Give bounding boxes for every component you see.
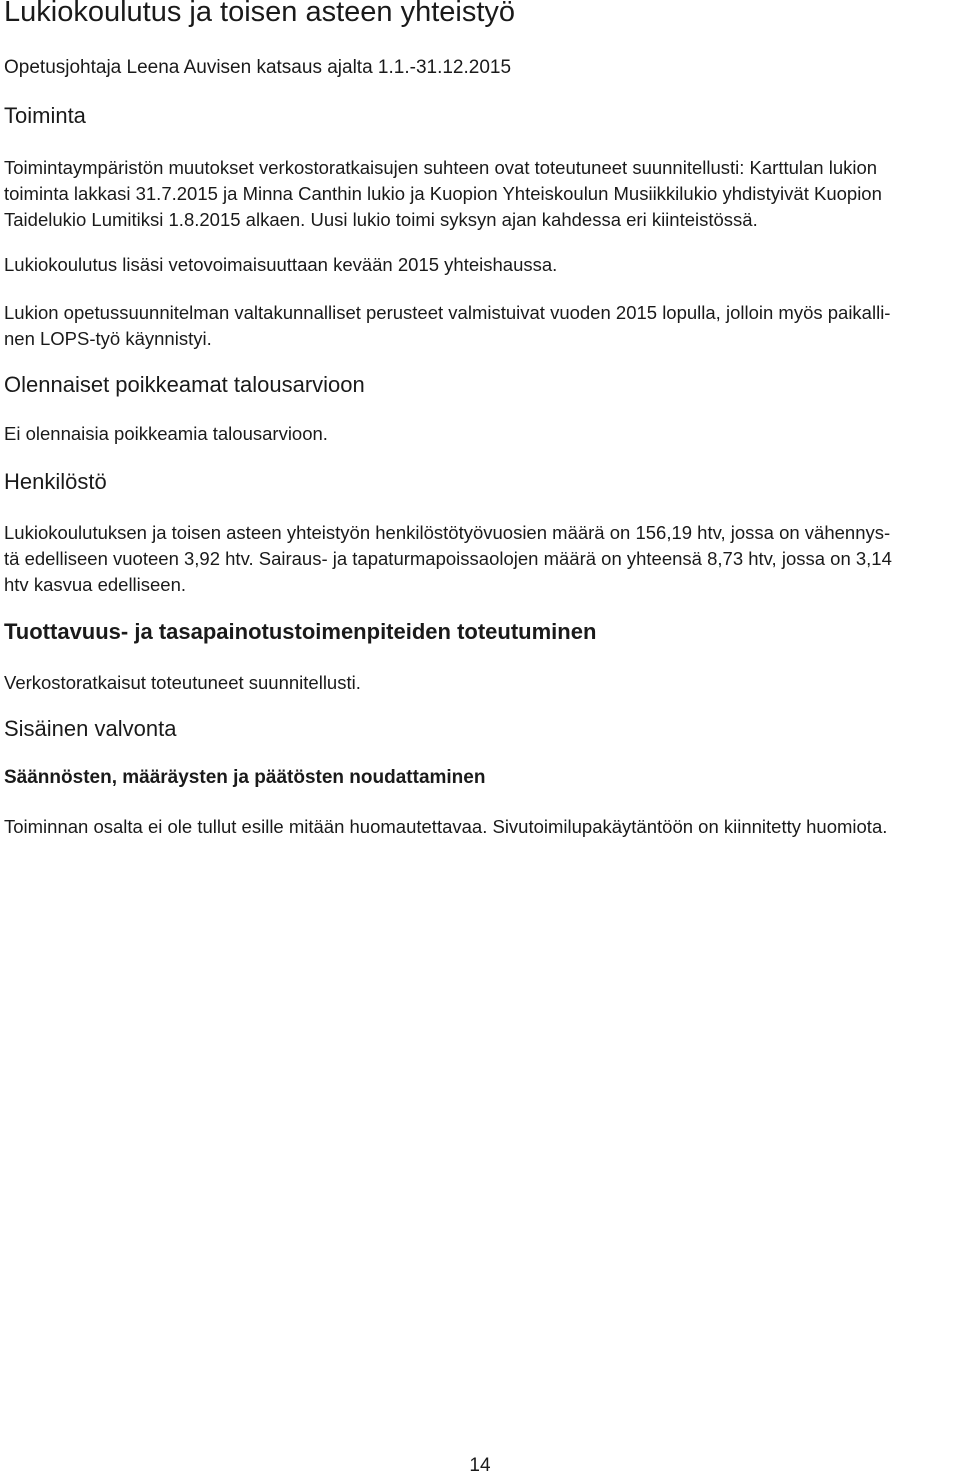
text-line: nen LOPS-työ käynnistyi.: [4, 328, 212, 349]
poikkeamat-paragraph: Ei olennaisia poikkeamia talousarvioon.: [4, 423, 328, 444]
document-title: Lukiokoulutus ja toisen asteen yhteistyö: [4, 0, 516, 28]
page-number: 14: [469, 1455, 491, 1476]
section-heading-toiminta: Toiminta: [4, 103, 86, 128]
section-heading-henkilosto: Henkilöstö: [4, 469, 107, 494]
toiminta-paragraph-2: Lukiokoulutus lisäsi vetovoimaisuuttaan kevään 2015 yhteishaussa.: [4, 254, 558, 275]
section-heading-valvonta: Sisäinen valvonta: [4, 716, 177, 741]
henkilosto-paragraph: [4, 520, 956, 598]
document-subtitle: Opetusjohtaja Leena Auvisen katsaus ajalta 1.1.-31.12.2015: [4, 57, 512, 78]
valvonta-paragraph: Toiminnan osalta ei ole tullut esille mitään huomautettavaa. Sivutoimilupakäytäntöön on kiinnitetty huomiota.: [4, 816, 888, 837]
section-heading-tuottavuus: Tuottavuus- ja tasapainotustoimenpiteiden toteutuminen: [4, 619, 597, 644]
toiminta-paragraph-3: [4, 300, 956, 352]
text-line: Lukiokoulutuksen ja toisen asteen yhteistyön henkilöstötyövuosien määrä on 156,19 htv, jossa on vähennys-: [4, 522, 891, 543]
text-line: Lukion opetussuunnitelman valtakunnalliset perusteet valmistuivat vuoden 2015 lopulla, jolloin myös paikalli-: [4, 302, 891, 323]
toiminta-paragraph-1: [4, 155, 956, 233]
valvonta-subheading: Säännösten, määräysten ja päätösten noudattaminen: [4, 767, 486, 788]
text-line: Taidelukio Lumitiksi 1.8.2015 alkaen. Uusi lukio toimi syksyn ajan kahdessa eri kiinteistössä.: [4, 209, 758, 230]
text-line: tä edelliseen vuoteen 3,92 htv. Sairaus- ja tapaturmapoissaolojen määrä on yhteensä 8,73 htv, jossa on 3,14: [4, 548, 892, 569]
text-line: toiminta lakkasi 31.7.2015 ja Minna Canthin lukio ja Kuopion Yhteiskoulun Musiikkilukio yhdistyivät Kuopion: [4, 183, 882, 204]
text-line: Toimintaympäristön muutokset verkostoratkaisujen suhteen ovat toteutuneet suunnitellusti: Karttulan lukion: [4, 157, 878, 178]
section-heading-poikkeamat: Olennaiset poikkeamat talousarvioon: [4, 372, 365, 397]
tuottavuus-paragraph: Verkostoratkaisut toteutuneet suunnitellusti.: [4, 672, 361, 693]
text-line: htv kasvua edelliseen.: [4, 574, 187, 595]
